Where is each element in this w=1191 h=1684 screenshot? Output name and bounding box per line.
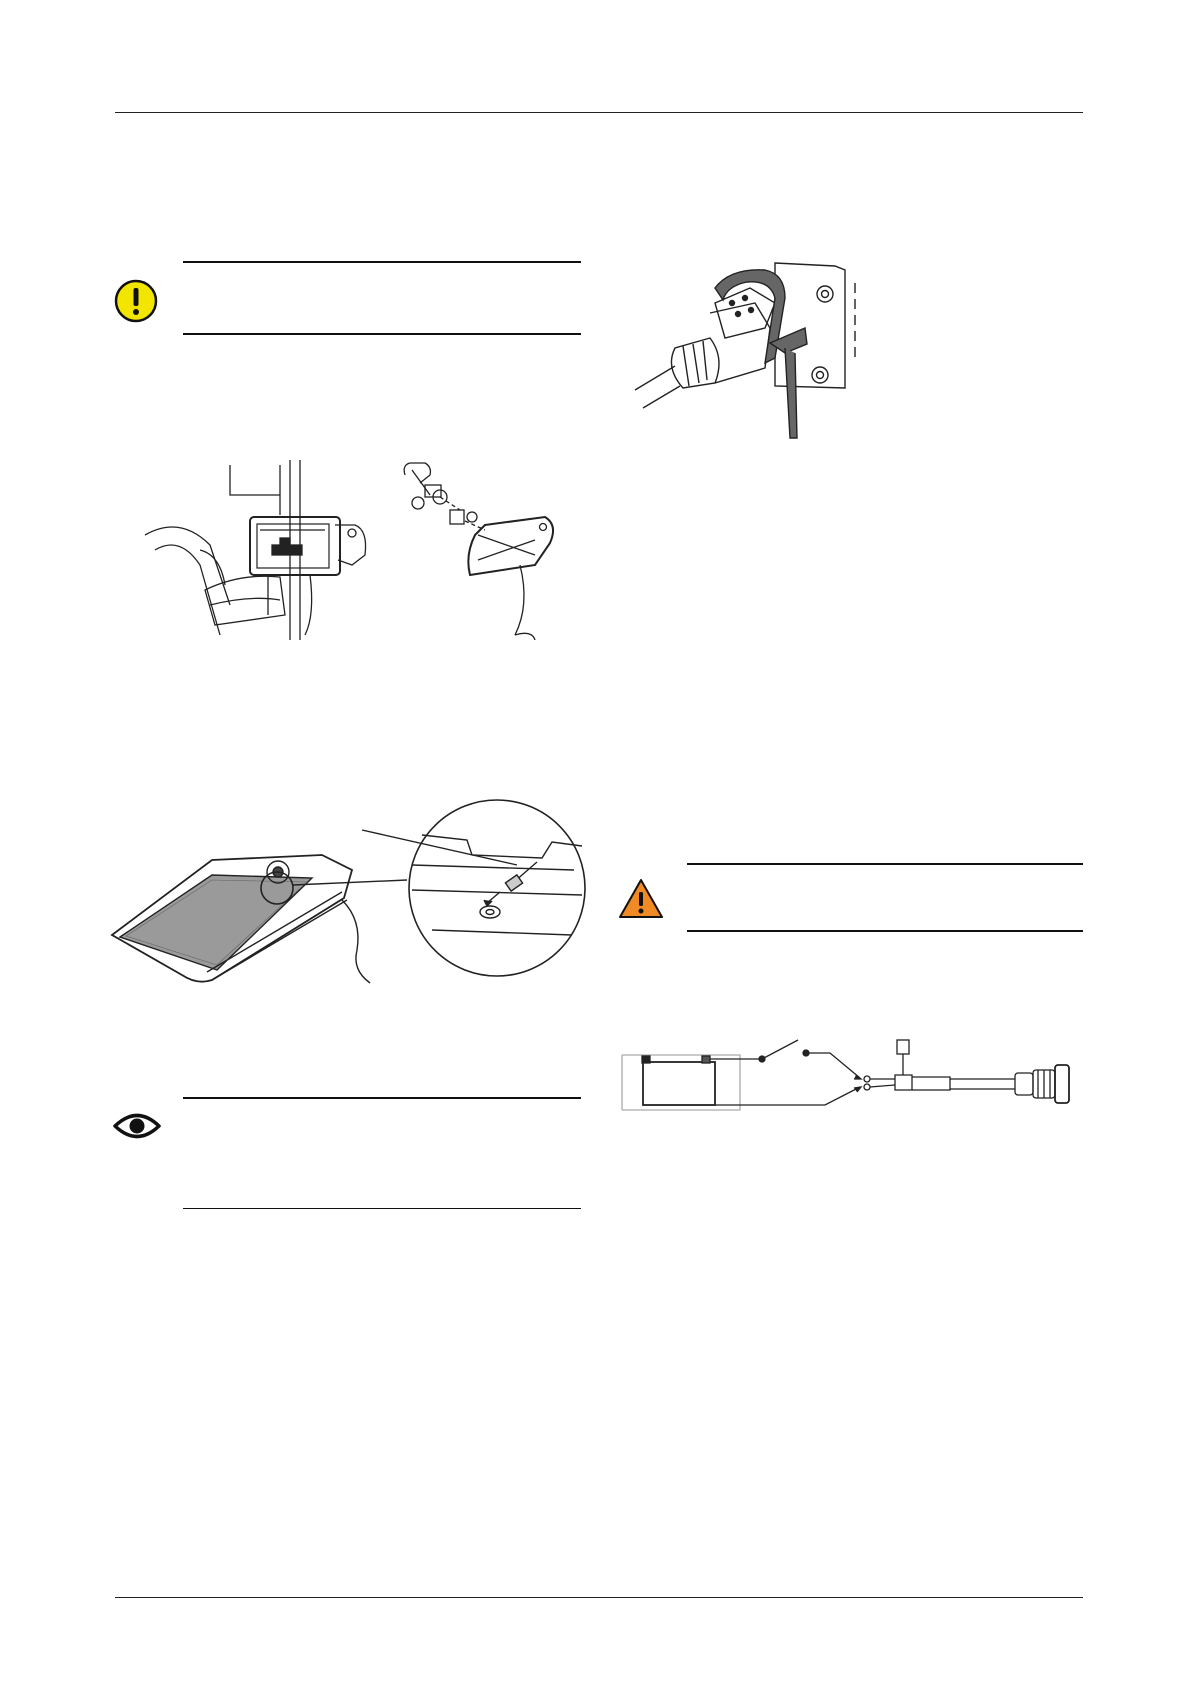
footer-rule xyxy=(115,1597,1083,1598)
caution-notice-top-rule xyxy=(183,261,581,263)
observe-notice-top-rule xyxy=(183,1097,581,1099)
warning-notice-bottom-rule xyxy=(687,930,1083,932)
header-rule xyxy=(115,112,1083,113)
observe-notice-bottom-rule xyxy=(183,1208,581,1209)
tablet-cradle-cable-illustration xyxy=(112,800,587,985)
eye-icon xyxy=(113,1111,161,1141)
warning-triangle-icon xyxy=(618,878,664,920)
terminal-mounting-illustration xyxy=(140,455,580,640)
caution-notice-bottom-rule xyxy=(183,333,581,335)
battery-wiring-diagram xyxy=(620,1035,1090,1120)
exclamation-circle-icon xyxy=(114,279,158,323)
warning-notice-top-rule xyxy=(687,863,1083,865)
connector-plug-illustration xyxy=(635,258,885,443)
